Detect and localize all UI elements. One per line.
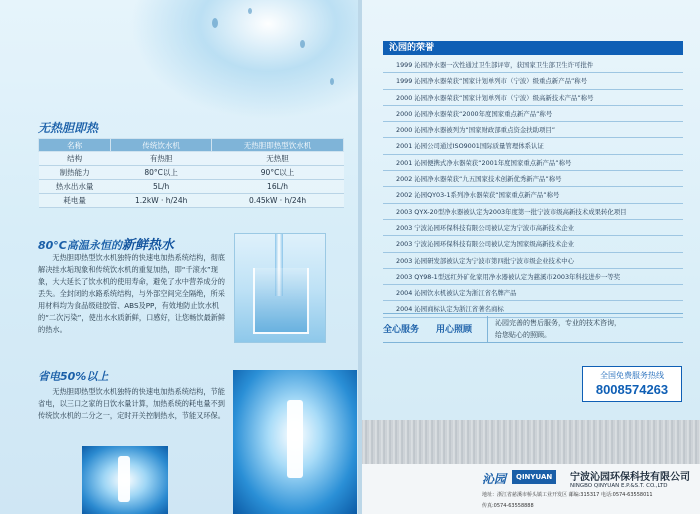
brand-logo-cn: 沁园 xyxy=(482,472,507,486)
brand-logo-en: QINYUAN xyxy=(512,470,556,484)
water-droplet xyxy=(300,40,305,48)
hotline-number: 8008574263 xyxy=(595,382,669,397)
list-item: 2003 宁波沁园环保科技有限公司被认定为宁波市高新技术企业 xyxy=(383,220,683,236)
hotline-box xyxy=(582,366,682,402)
list-item: 2001 沁园便携式净水器荣获“2001年度国家重点新产品”称号 xyxy=(383,155,683,171)
table-cell: 结构 xyxy=(39,152,111,166)
heating-element-core xyxy=(118,456,130,502)
list-item: 2000 沁园净水器荣获“国家计划单列市（宁波）级高新技术产品”称号 xyxy=(383,90,683,106)
heating-element-image xyxy=(233,370,357,514)
power-saving-paragraph: 无热胆即热型饮水机独特的快速电加热系统结构，节能省电，以三口之家的日饮水量计算，加热系统的耗电量不到传统饮水机的二分之一，定时开关控制热水，节能又环保。 xyxy=(38,387,225,420)
list-item: 2004 沁园商标认定为浙江省著名商标 xyxy=(383,301,683,317)
honors-list xyxy=(383,57,683,318)
table-row xyxy=(39,180,344,194)
list-item: 2000 沁园净水器被列为“国家财政部重点资金扶助项目” xyxy=(383,122,683,138)
list-item: 2003 沁园研发部被认定为宁波市第四批宁波市级企业技术中心 xyxy=(383,253,683,269)
table-header-cell: 传统饮水机 xyxy=(111,139,212,152)
table-cell: 0.45kW · h/24h xyxy=(212,194,344,208)
service-divider xyxy=(487,316,488,342)
heating-element-small-image xyxy=(82,446,168,514)
list-item: 2000 沁园净水器荣获“2000年度国家重点新产品”称号 xyxy=(383,106,683,122)
service-text-line: 沁园完善的售后服务，专业的技术咨询， xyxy=(495,319,621,327)
section-title-fresh-hot-water xyxy=(38,234,174,253)
service-label-caring: 用心照顾 xyxy=(436,325,473,335)
glass-shape xyxy=(253,268,309,334)
table-row xyxy=(39,194,344,208)
section-title-power-saving: 省电50%以上 xyxy=(38,370,109,383)
spec-comparison-table xyxy=(38,138,344,208)
water-droplet xyxy=(212,18,218,28)
water-glass-image xyxy=(234,233,326,343)
water-splash-image xyxy=(130,0,358,120)
list-item: 2001 沁园公司通过ISO9001国际质量管理体系认证 xyxy=(383,138,683,154)
list-item: 2003 QYX-20型净水器被认定为2003年度第一批宁波市级高新技术成果转化项目 xyxy=(383,204,683,220)
heating-element-core xyxy=(287,400,303,478)
water-droplet xyxy=(330,78,334,85)
table-cell: 80°C以上 xyxy=(111,166,212,180)
list-item: 1999 沁园净水器一次性通过卫生部评审，获国家卫生部卫生许可批件 xyxy=(383,57,683,73)
right-page xyxy=(362,0,700,514)
table-header-cell: 名称 xyxy=(39,139,111,152)
table-cell: 热水出水量 xyxy=(39,180,111,194)
honors-title: 沁园的荣誉 xyxy=(383,41,683,55)
list-item: 2002 沁园QY03-1系列净水器荣获“国家重点新产品”称号 xyxy=(383,187,683,203)
fresh-hot-water-paragraph: 无热胆即热型饮水机独特的快速电加热系统结构，彻底解决挂水垢现象和传统饮水机的重复加热，即“千滚水”现象，大大延长了饮水机的使用寿命，避免了水中营养成分的丢失。全封闭的水路系统结构，与外部空间完全隔绝，所采用材料均为食品级硅胶管、ABS及PP，有效地防止饮水机的“二次污染”，使出水水质新鲜，口感好，让您畅饮最新鲜的热水。 xyxy=(38,253,226,334)
table-cell: 有热胆 xyxy=(111,152,212,166)
hotline-label: 全国免费服务热线 xyxy=(600,371,664,380)
company-fax: 传真:0574-63558888 xyxy=(482,503,534,509)
section-title-emphasis: 新鲜热水 xyxy=(121,238,174,253)
company-name-cn: 宁波沁园环保科技有限公司 xyxy=(570,472,690,483)
section-title-no-tank: 无热胆即热 xyxy=(38,121,99,135)
table-row xyxy=(39,166,344,180)
service-description xyxy=(495,317,621,341)
table-cell: 5L/h xyxy=(111,180,212,194)
table-cell: 无热胆 xyxy=(212,152,344,166)
company-name-en: NINGBO QINYUAN E.P.&S.T. CO.,LTD xyxy=(570,483,668,489)
list-item: 2002 沁园净水器荣获“九五国家技术创新优秀新产品”称号 xyxy=(383,171,683,187)
table-cell: 耗电量 xyxy=(39,194,111,208)
table-header-cell: 无热胆即热型饮水机 xyxy=(212,139,344,152)
section-title-prefix: 80°C高温永恒的 xyxy=(38,239,122,252)
service-text-line: 给您贴心的照顾。 xyxy=(495,331,551,339)
table-row xyxy=(39,152,344,166)
list-item: 2004 沁园饮水机被认定为浙江省名牌产品 xyxy=(383,285,683,301)
table-cell: 16L/h xyxy=(212,180,344,194)
company-address: 地址：浙江省慈溪市桥头镇工业开发区 邮编:315317 电话:0574-63558011 xyxy=(482,492,653,498)
list-item: 1999 沁园净水器荣获“国家计划单列市（宁波）级重点新产品”称号 xyxy=(383,73,683,89)
service-label-wholehearted: 全心服务 xyxy=(383,325,420,335)
table-cell: 1.2kW · h/24h xyxy=(111,194,212,208)
list-item: 2003 宁波沁园环保科技有限公司被认定为国家级高新技术企业 xyxy=(383,236,683,252)
water-droplet xyxy=(248,8,252,14)
table-cell: 制热能力 xyxy=(39,166,111,180)
table-header-row xyxy=(39,139,344,152)
table-cell: 90°C以上 xyxy=(212,166,344,180)
list-item: 2003 QY98-1型远红外矿化家用净水器被认定为慈溪市2003年科技进步一等奖 xyxy=(383,269,683,285)
service-section xyxy=(383,313,683,343)
